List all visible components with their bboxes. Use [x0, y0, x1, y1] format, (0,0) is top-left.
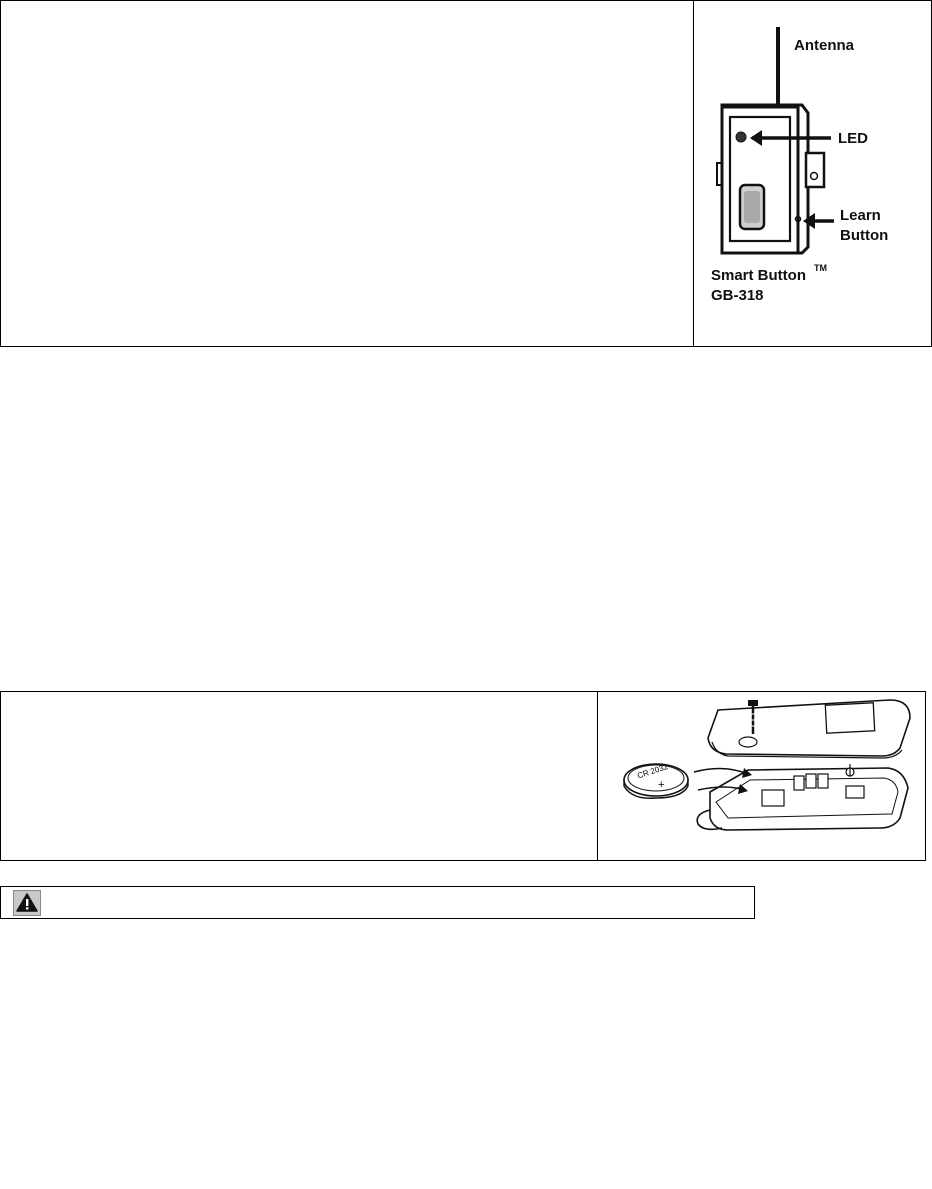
device-info-table [0, 0, 932, 347]
insertion-arrow-top [694, 768, 748, 774]
product-name: Smart Button [711, 267, 806, 284]
battery-clip [762, 790, 784, 806]
battery-diagram-cell [598, 692, 925, 860]
learn-label-line1: Learn [840, 207, 881, 224]
product-tm: TM [814, 263, 827, 273]
cover-window [825, 703, 874, 733]
battery-instructions-cell [1, 692, 598, 860]
led-dot [736, 132, 746, 142]
remote-top-cover [708, 700, 910, 756]
device-description-cell [1, 1, 694, 346]
antenna-label: Antenna [794, 37, 854, 54]
smart-button-diagram-cell [694, 1, 931, 346]
battery-replacement-table [0, 691, 926, 861]
remote-exploded-diagram [598, 692, 925, 860]
warning-bar [0, 886, 755, 919]
led-label: LED [838, 130, 868, 147]
smart-button-diagram [694, 1, 932, 346]
learn-label-line2: Button [840, 227, 889, 244]
coin-cell-polarity: + [658, 779, 665, 791]
mounting-tab [806, 153, 824, 187]
product-model: GB-318 [711, 287, 764, 304]
coin-cell-label: CR 2032 [636, 762, 670, 781]
warning-triangle-icon [13, 890, 41, 916]
